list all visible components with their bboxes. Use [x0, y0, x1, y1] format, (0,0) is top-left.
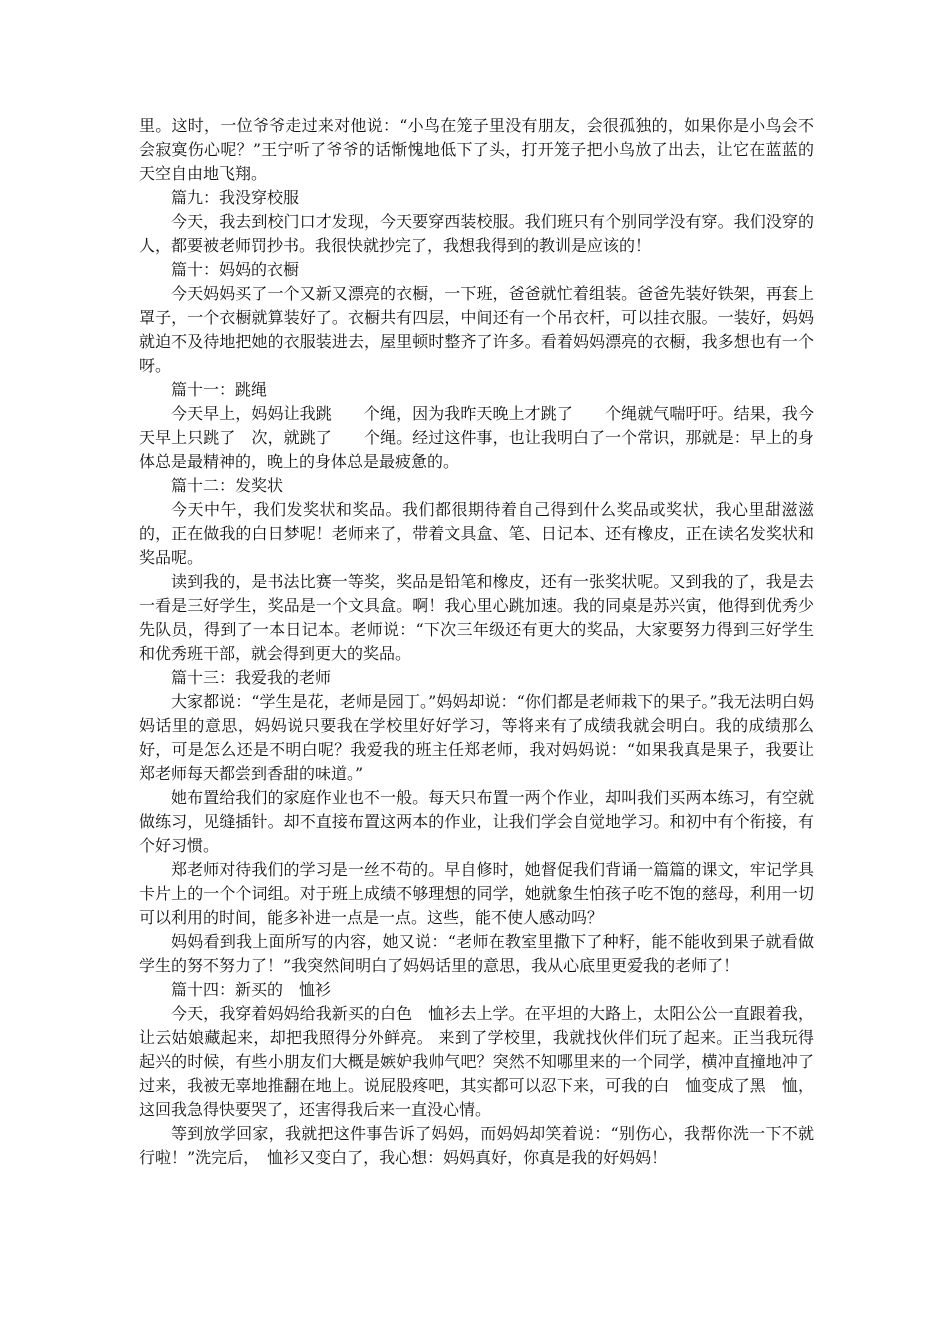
paragraph: 今天早上，妈妈让我跳 个绳，因为我昨天晚上才跳了 个绳就气喘吁吁。结果，我今天早上只跳了 次，就跳了 个绳。经过这件事，也让我明白了一个常识，那就是：早上的身体总是最精神的，晚上的身体总是最疲惫的。 — [139, 404, 814, 471]
paragraph: 今天，我去到校门口才发现，今天要穿西装校服。我们班只有个别同学没有穿。我们没穿的人，都要被老师罚抄书。我很快就抄完了，我想我得到的教训是应该的！ — [139, 212, 814, 255]
paragraph: 今天妈妈买了一个又新又漂亮的衣橱，一下班，爸爸就忙着组装。爸爸先装好铁架，再套上罩子，一个衣橱就算装好了。衣橱共有四层，中间还有一个吊衣杆，可以挂衣服。一装好，妈妈就迫不及待地把她的衣服装进去，屋里顿时整齐了许多。看着妈妈漂亮的衣橱，我多想也有一个呀。 — [139, 284, 814, 375]
paragraph: 今天，我穿着妈妈给我新买的白色 恤衫去上学。在平坦的大路上，太阳公公一直跟着我，让云姑娘藏起来，却把我照得分外鲜亮。 来到了学校里，我就找伙伴们玩了起来。正当我玩得起兴的时候，有些小朋友们大概是嫉妒我帅气吧？突然不知哪里来的一个同学，横冲直撞地冲了过来，我被无辜地推翻在地上。说屁股疼吧，其实都可以忍下来，可我的白 恤变成了黑 恤，这回我急得快要哭了，还害得我后来一直没心情。 — [139, 1004, 814, 1119]
section-heading: 篇十四：新买的 恤衫 — [171, 980, 332, 999]
section-heading: 篇十一：跳绳 — [171, 380, 268, 399]
paragraph: 她布置给我们的家庭作业也不一般。每天只布置一两个作业，却叫我们买两本练习，有空就做练习，见缝插针。却不直接布置这两本的作业，让我们学会自觉地学习。和初中有个衔接，有个好习惯。 — [139, 788, 814, 855]
paragraph: 今天中午，我们发奖状和奖品。我们都很期待着自己得到什么奖品或奖状，我心里甜滋滋的，正在做我的白日梦呢！老师来了，带着文具盒、笔、日记本、还有橡皮，正在读名发奖状和奖品呢。 — [139, 500, 814, 567]
section-heading: 篇九：我没穿校服 — [171, 188, 300, 207]
paragraph: 等到放学回家，我就把这件事告诉了妈妈，而妈妈却笑着说：“别伤心，我帮你洗一下不就行啦！”洗完后， 恤衫又变白了，我心想：妈妈真好，你真是我的好妈妈！ — [139, 1124, 814, 1167]
document-page — [139, 114, 814, 1170]
paragraph: 读到我的，是书法比赛一等奖，奖品是铅笔和橡皮，还有一张奖状呢。又到我的了，我是去一看是三好学生，奖品是一个文具盒。啊！我心里心跳加速。我的同桌是苏兴寅，他得到优秀少先队员，得到了一本日记本。老师说：“下次三年级还有更大的奖品，大家要努力得到三好学生和优秀班干部，就会得到更大的奖品。 — [139, 572, 814, 663]
paragraph: 郑老师对待我们的学习是一丝不苟的。早自修时，她督促我们背诵一篇篇的课文，牢记学具卡片上的一个个词组。对于班上成绩不够理想的同学，她就象生怕孩子吃不饱的慈母，利用一切可以利用的时间，能多补进一点是一点。这些，能不使人感动吗？ — [139, 860, 814, 927]
section-heading: 篇十：妈妈的衣橱 — [171, 260, 300, 279]
paragraph: 里。这时，一位爷爷走过来对他说：“小鸟在笼子里没有朋友，会很孤独的，如果你是小鸟会不会寂寞伤心呢？”王宁听了爷爷的话惭愧地低下了头，打开笼子把小鸟放了出去，让它在蓝蓝的天空自由地飞翔。 — [139, 116, 814, 183]
section-heading: 篇十二：发奖状 — [171, 476, 284, 495]
section-heading: 篇十三：我爱我的老师 — [171, 668, 332, 687]
paragraph: 大家都说：“学生是花，老师是园丁。”妈妈却说：“你们都是老师栽下的果子。”我无法明白妈妈话里的意思，妈妈说只要我在学校里好好学习，等将来有了成绩我就会明白。我的成绩那么好，可是怎么还是不明白呢？我爱我的班主任郑老师，我对妈妈说：“如果我真是果子，我要让郑老师每天都尝到香甜的味道。” — [139, 692, 814, 783]
paragraph: 妈妈看到我上面所写的内容，她又说：“老师在教室里撒下了种籽，能不能收到果子就看做学生的努不努力了！”我突然间明白了妈妈话里的意思，我从心底里更爱我的老师了！ — [139, 932, 814, 975]
